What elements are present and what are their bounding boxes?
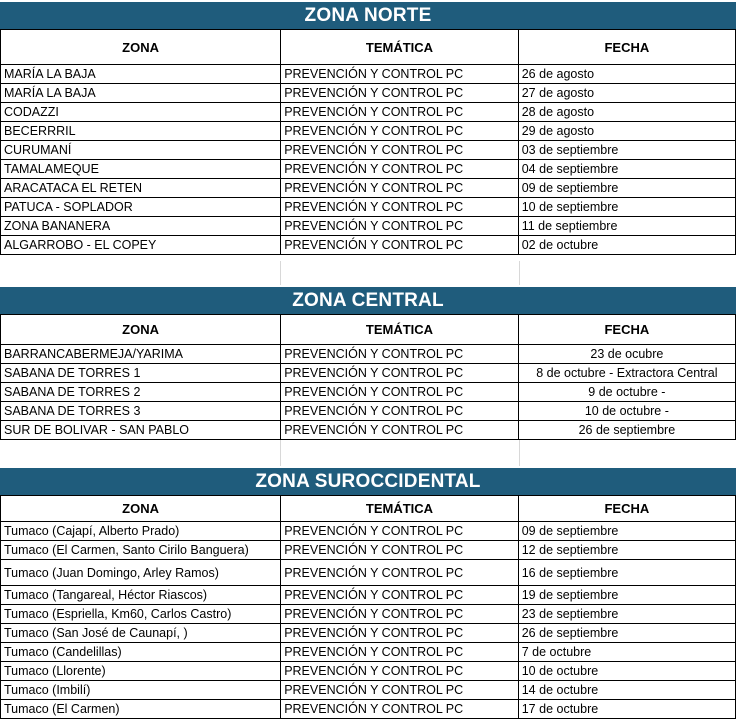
section-title: ZONA CENTRAL [0,287,736,314]
header-zona: ZONA [1,315,281,345]
zona-cell: Tumaco (Cajapí, Alberto Prado) [1,522,281,541]
tematica-cell: PREVENCIÓN Y CONTROL PC [281,141,519,160]
fecha-cell: 09 de septiembre [518,179,735,198]
fecha-cell: 19 de septiembre [518,586,735,605]
table-row [1,421,736,440]
tematica-cell: PREVENCIÓN Y CONTROL PC [281,605,519,624]
table-row [1,236,736,255]
fecha-cell: 28 de agosto [518,103,735,122]
fecha-cell: 29 de agosto [518,122,735,141]
header-zona: ZONA [1,30,281,65]
header-row [1,315,736,345]
tematica-cell: PREVENCIÓN Y CONTROL PC [281,217,519,236]
table-row [1,624,736,643]
tematica-cell: PREVENCIÓN Y CONTROL PC [281,541,519,560]
tematica-cell: PREVENCIÓN Y CONTROL PC [281,522,519,541]
fecha-cell: 26 de septiembre [518,421,735,440]
table-row [1,103,736,122]
table-row [1,65,736,84]
section-title: ZONA NORTE [0,2,736,29]
zona-cell: PATUCA - SOPLADOR [1,198,281,217]
zona-cell: Tumaco (El Carmen) [1,700,281,719]
header-zona: ZONA [1,496,281,522]
zona-cell: SABANA DE TORRES 2 [1,383,281,402]
table-row [1,198,736,217]
tematica-cell: PREVENCIÓN Y CONTROL PC [281,624,519,643]
zona-cell: MARÍA LA BAJA [1,65,281,84]
header-row [1,496,736,522]
tematica-cell: PREVENCIÓN Y CONTROL PC [281,364,519,383]
fecha-cell: 26 de septiembre [518,624,735,643]
fecha-cell: 9 de octubre - [518,383,735,402]
tematica-cell: PREVENCIÓN Y CONTROL PC [281,586,519,605]
fecha-cell: 23 de septiembre [518,605,735,624]
tematica-cell: PREVENCIÓN Y CONTROL PC [281,345,519,364]
fecha-cell: 10 de octubre [518,662,735,681]
table-row [1,586,736,605]
fecha-cell: 11 de septiembre [518,217,735,236]
zona-cell: ALGARROBO - EL COPEY [1,236,281,255]
table-row [1,560,736,586]
table-row [1,541,736,560]
tematica-cell: PREVENCIÓN Y CONTROL PC [281,236,519,255]
header-fecha: FECHA [518,315,735,345]
tematica-cell: PREVENCIÓN Y CONTROL PC [281,84,519,103]
spacer-row [0,440,736,466]
tematica-cell: PREVENCIÓN Y CONTROL PC [281,160,519,179]
tematica-cell: PREVENCIÓN Y CONTROL PC [281,402,519,421]
header-row [1,30,736,65]
zona-cell: Tumaco (El Carmen, Santo Cirilo Banguera) [1,541,281,560]
tematica-cell: PREVENCIÓN Y CONTROL PC [281,560,519,586]
table-row [1,122,736,141]
zona-cell: Tumaco (Candelillas) [1,643,281,662]
tematica-cell: PREVENCIÓN Y CONTROL PC [281,421,519,440]
zona-cell: Tumaco (San José de Caunapí, ) [1,624,281,643]
fecha-cell: 8 de octubre - Extractora Central [518,364,735,383]
table-row [1,84,736,103]
table-row [1,402,736,421]
zona-cell: TAMALAMEQUE [1,160,281,179]
fecha-cell: 10 de septiembre [518,198,735,217]
header-tematica: TEMÁTICA [281,496,519,522]
zona-cell: BECERRRIL [1,122,281,141]
tematica-cell: PREVENCIÓN Y CONTROL PC [281,179,519,198]
fecha-cell: 26 de agosto [518,65,735,84]
table-row [1,217,736,236]
header-tematica: TEMÁTICA [281,315,519,345]
fecha-cell: 14 de octubre [518,681,735,700]
tematica-cell: PREVENCIÓN Y CONTROL PC [281,681,519,700]
table-row [1,522,736,541]
tematica-cell: PREVENCIÓN Y CONTROL PC [281,700,519,719]
fecha-cell: 12 de septiembre [518,541,735,560]
zona-cell: MARÍA LA BAJA [1,84,281,103]
tematica-cell: PREVENCIÓN Y CONTROL PC [281,662,519,681]
zona-cell: SABANA DE TORRES 1 [1,364,281,383]
fecha-cell: 27 de agosto [518,84,735,103]
table-row [1,141,736,160]
header-tematica: TEMÁTICA [281,30,519,65]
table-row [1,364,736,383]
fecha-cell: 23 de ocubre [518,345,735,364]
tematica-cell: PREVENCIÓN Y CONTROL PC [281,65,519,84]
table-row [1,160,736,179]
tematica-cell: PREVENCIÓN Y CONTROL PC [281,122,519,141]
table-row [1,383,736,402]
fecha-cell: 17 de octubre [518,700,735,719]
zona-cell: SABANA DE TORRES 3 [1,402,281,421]
header-fecha: FECHA [518,30,735,65]
zona-cell: BARRANCABERMEJA/YARIMA [1,345,281,364]
header-fecha: FECHA [518,496,735,522]
spacer-row [0,261,736,285]
fecha-cell: 09 de septiembre [518,522,735,541]
zona-cell: CODAZZI [1,103,281,122]
zona-cell: Tumaco (Imbilí) [1,681,281,700]
tematica-cell: PREVENCIÓN Y CONTROL PC [281,103,519,122]
zona-cell: CURUMANÍ [1,141,281,160]
table-row [1,643,736,662]
fecha-cell: 7 de octubre [518,643,735,662]
table-row [1,179,736,198]
section-zona-norte [0,2,736,255]
schedule-table [0,29,736,255]
table-row [1,662,736,681]
zona-cell: ARACATACA EL RETEN [1,179,281,198]
fecha-cell: 10 de octubre - [518,402,735,421]
section-title: ZONA SUROCCIDENTAL [0,468,736,495]
schedule-table [0,495,736,719]
tematica-cell: PREVENCIÓN Y CONTROL PC [281,198,519,217]
schedule-table [0,314,736,440]
fecha-cell: 16 de septiembre [518,560,735,586]
fecha-cell: 04 de septiembre [518,160,735,179]
table-row [1,700,736,719]
table-row [1,345,736,364]
zona-cell: Tumaco (Llorente) [1,662,281,681]
zona-cell: Tumaco (Espriella, Km60, Carlos Castro) [1,605,281,624]
zona-cell: Tumaco (Tangareal, Héctor Riascos) [1,586,281,605]
zona-cell: Tumaco (Juan Domingo, Arley Ramos) [1,560,281,586]
fecha-cell: 03 de septiembre [518,141,735,160]
tematica-cell: PREVENCIÓN Y CONTROL PC [281,643,519,662]
zona-cell: SUR DE BOLIVAR - SAN PABLO [1,421,281,440]
section-zona-central [0,287,736,440]
zona-cell: ZONA BANANERA [1,217,281,236]
fecha-cell: 02 de octubre [518,236,735,255]
table-row [1,681,736,700]
section-zona-suroccidental [0,468,736,719]
tematica-cell: PREVENCIÓN Y CONTROL PC [281,383,519,402]
table-row [1,605,736,624]
